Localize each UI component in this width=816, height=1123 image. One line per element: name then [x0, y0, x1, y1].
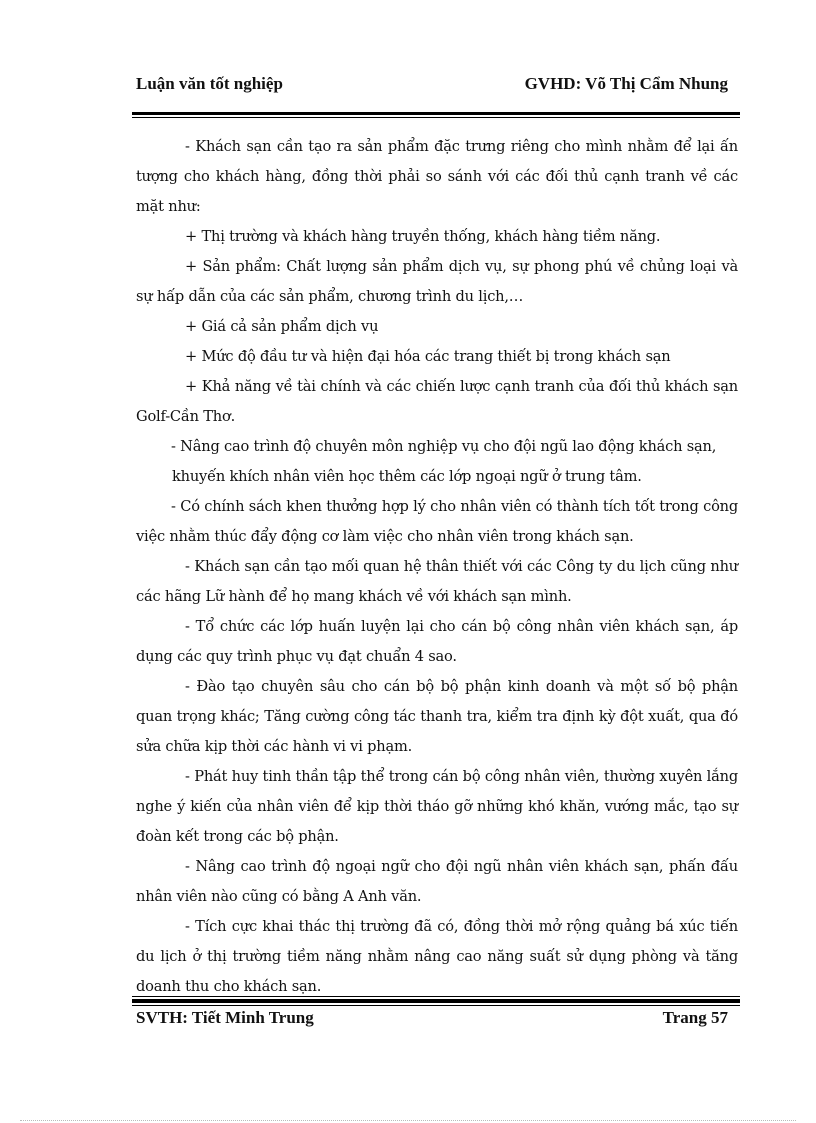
footer-rule — [132, 996, 740, 1006]
paragraph: - Khách sạn cần tạo mối quan hệ thân thiết với các Công ty du lịch cũng như các hãng Lữ hành để họ mang khách về với khách sạn mình. — [136, 558, 738, 605]
advisor-name: GVHD: Võ Thị Cẩm Nhung — [524, 74, 728, 93]
thesis-title: Luận văn tốt nghiệp — [136, 74, 283, 93]
paragraph: + Sản phẩm: Chất lượng sản phẩm dịch vụ, sự phong phú về chủng loại và sự hấp dẫn của các sản phẩm, chương trình du lịch,… — [136, 258, 738, 305]
paragraph: - Nâng cao trình độ ngoại ngữ cho đội ngũ nhân viên khách sạn, phấn đấu nhân viên nào cũng có bằng A Anh văn. — [136, 858, 738, 905]
paragraph: - Đào tạo chuyên sâu cho cán bộ bộ phận kinh doanh và một số bộ phận quan trọng khác; Tăng cường công tác thanh tra, kiểm tra định kỳ đột xuất, qua đó sửa chữa kịp thời các hành vi vi phạm. — [136, 678, 738, 755]
paragraph: + Giá cả sản phẩm dịch vụ — [185, 318, 379, 335]
paragraph: + Thị trường và khách hàng truyền thống, khách hàng tiềm năng. — [185, 228, 661, 245]
paragraph: + Mức độ đầu tư và hiện đại hóa các trang thiết bị trong khách sạn — [185, 348, 671, 365]
paragraph: - Phát huy tinh thần tập thể trong cán bộ công nhân viên, thường xuyên lắng nghe ý kiến của nhân viên để kịp thời tháo gỡ những khó khăn, vướng mắc, tạo sự đoàn kết trong các bộ phận. — [136, 768, 738, 845]
paragraph: - Nâng cao trình độ chuyên môn nghiệp vụ cho đội ngũ lao động khách sạn, — [171, 438, 717, 455]
page-body — [136, 132, 738, 1002]
paragraph: - Tổ chức các lớp huấn luyện lại cho cán bộ công nhân viên khách sạn, áp dụng các quy trình phục vụ đạt chuẩn 4 sao. — [136, 618, 738, 665]
paragraph: - Tích cực khai thác thị trường đã có, đồng thời mở rộng quảng bá xúc tiến du lịch ở thị trường tiềm năng nhằm nâng cao năng suất sử dụng phòng và tăng doanh thu cho khách sạn. — [136, 918, 738, 995]
student-name: SVTH: Tiết Minh Trung — [136, 1008, 314, 1027]
paragraph: - Có chính sách khen thưởng hợp lý cho nhân viên có thành tích tốt trong công việc nhằm thúc đẩy động cơ làm việc cho nhân viên trong khách sạn. — [136, 498, 738, 545]
paragraph: + Khả năng về tài chính và các chiến lược cạnh tranh của đối thủ khách sạn Golf-Cần Thơ. — [136, 378, 738, 425]
paragraph: khuyến khích nhân viên học thêm các lớp ngoại ngữ ở trung tâm. — [172, 468, 642, 485]
page-footer — [136, 1008, 728, 1028]
page-edge-divider — [20, 1120, 796, 1121]
paragraph: - Khách sạn cần tạo ra sản phẩm đặc trưng riêng cho mình nhằm để lại ấn tượng cho khách hàng, đồng thời phải so sánh với các đối thủ cạnh tranh về các mặt như: — [136, 138, 738, 215]
page-number: Trang 57 — [662, 1008, 728, 1027]
page-header — [136, 74, 728, 94]
